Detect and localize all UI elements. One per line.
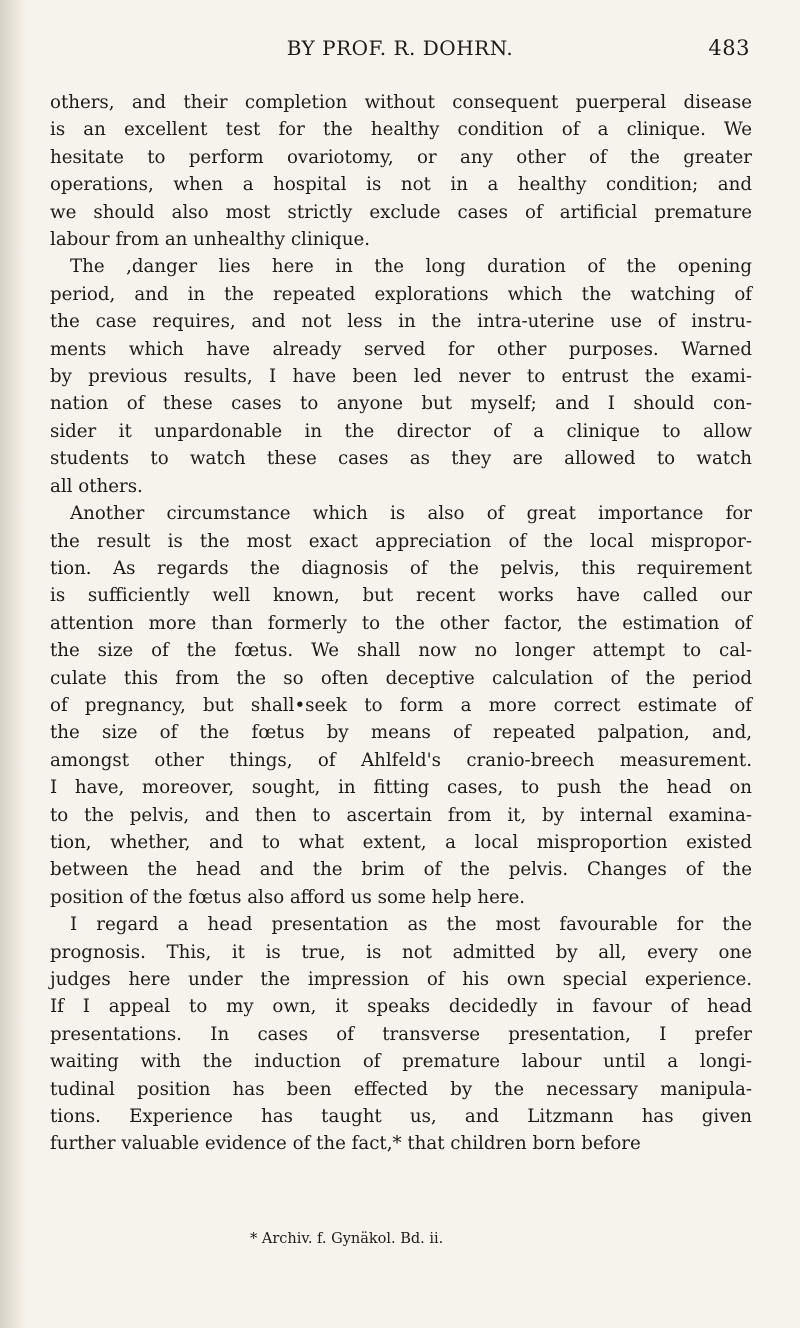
text-line: tions. Experience has taught us, and Litzmann has given [50, 1106, 752, 1128]
running-head: BY PROF. R. DOHRN. [286, 36, 514, 60]
text-line: others, and their completion without consequent puerperal disease [50, 92, 752, 113]
text-line: presentations. In cases of transverse presentation, I prefer [50, 1023, 752, 1045]
text-line: between the head and the brim of the pelvis. Changes of the [50, 859, 752, 881]
text-line: students to watch these cases as they are allowed to watch [50, 448, 752, 470]
text-line: tudinal position has been effected by the necessary manipula- [50, 1078, 752, 1100]
text-line: attention more than formerly to the other factor, the estimation of [50, 612, 752, 634]
text-line: I have, moreover, sought, in fitting cases, to push the head on [50, 777, 752, 799]
text-line: the size of the fœtus. We shall now no longer attempt to cal- [50, 640, 752, 662]
text-line: all others. [50, 475, 143, 497]
text-line: prognosis. This, it is true, is not admitted by all, every one [50, 941, 752, 963]
page-binding-shadow [0, 0, 26, 1328]
text-line: is an excellent test for the healthy condition of a clinique. We [50, 119, 752, 141]
text-line: further valuable evidence of the fact,* that children born before [50, 1133, 641, 1155]
text-line: waiting with the induction of premature labour until a longi- [50, 1051, 752, 1073]
text-line: we should also most strictly exclude cases of artificial premature [50, 201, 752, 223]
text-line: period, and in the repeated explorations which the watching of [50, 283, 752, 305]
text-line: by previous results, I have been led never to entrust the exami- [50, 366, 752, 388]
text-line: hesitate to perform ovariotomy, or any other of the greater [50, 146, 752, 168]
body-text [50, 89, 752, 1158]
text-line: to the pelvis, and then to ascertain from it, by internal examina- [50, 804, 752, 826]
paragraph [50, 911, 752, 1158]
paragraph [50, 500, 752, 911]
text-line: labour from an unhealthy clinique. [50, 229, 371, 251]
text-line: the case requires, and not less in the intra-uterine use of instru- [50, 311, 752, 333]
text-line: Another circumstance which is also of great importance for [70, 503, 752, 525]
text-line: sider it unpardonable in the director of a clinique to allow [50, 420, 752, 442]
text-line: ments which have already served for other purposes. Warned [50, 338, 752, 360]
text-line: is sufficiently well known, but recent works have called our [50, 585, 752, 607]
text-line: tion, whether, and to what extent, a local misproportion existed [50, 831, 752, 853]
text-line: the result is the most exact appreciation of the local mispropor- [50, 530, 752, 552]
footnote: * Archiv. f. Gynäkol. Bd. ii. [250, 1231, 444, 1247]
page-number: 483 [708, 36, 750, 60]
text-line: nation of these cases to anyone but myself; and I should con- [50, 393, 752, 415]
text-line: position of the fœtus also afford us some help here. [50, 886, 526, 908]
text-line: I regard a head presentation as the most favourable for the [70, 914, 752, 936]
text-line: the size of the fœtus by means of repeated palpation, and, [50, 722, 752, 744]
text-line: of pregnancy, but shall•seek to form a more correct estimate of [50, 694, 752, 716]
paragraph [50, 253, 752, 500]
text-line: The ,danger lies here in the long duration of the opening [70, 256, 752, 278]
text-line: amongst other things, of Ahlfeld's cranio-breech measurement. [50, 749, 752, 771]
page-header [50, 36, 750, 76]
text-line: operations, when a hospital is not in a healthy condition; and [50, 174, 752, 196]
text-line: tion. As regards the diagnosis of the pelvis, this requirement [50, 557, 752, 579]
text-line: culate this from the so often deceptive calculation of the period [50, 667, 752, 689]
text-line: If I appeal to my own, it speaks decidedly in favour of head [50, 996, 752, 1018]
text-line: judges here under the impression of his own special experience. [50, 969, 752, 990]
paragraph [50, 89, 752, 253]
